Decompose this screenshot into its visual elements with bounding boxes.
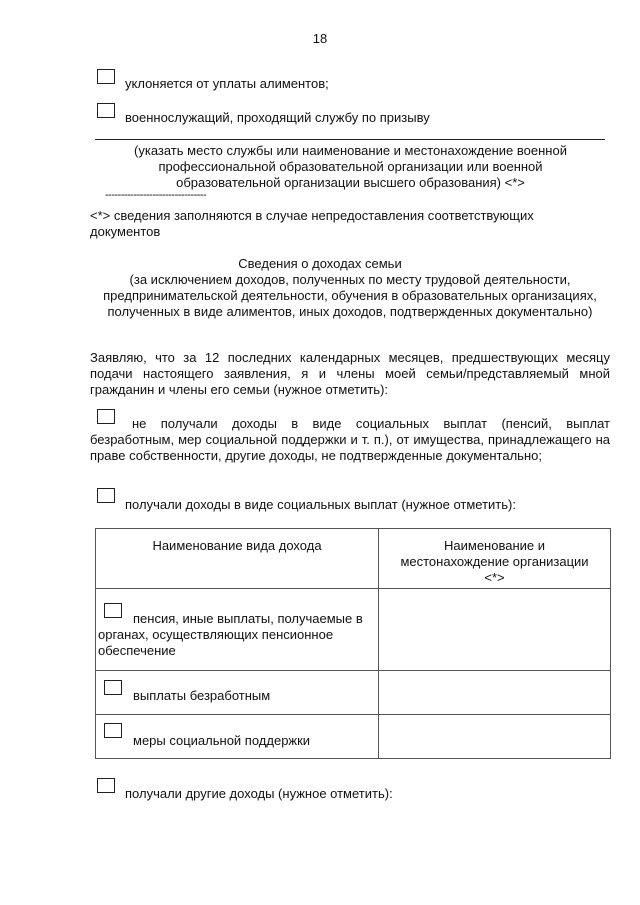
unemployment-label: выплаты безработным	[133, 688, 271, 703]
conscript-label: военнослужащий, проходящий службу по призыву	[125, 110, 430, 125]
income-type-cell	[96, 671, 379, 715]
table-header-income-type: Наименование вида дохода	[96, 529, 379, 589]
table-header-row	[96, 529, 611, 589]
page-number: 18	[312, 31, 328, 46]
unemployment-checkbox[interactable]	[104, 680, 122, 695]
other-income-label: получали другие доходы (нужное отметить):	[125, 786, 393, 801]
declaration-text: Заявляю, что за 12 последних календарных месяцев, предшествующих месяцу подачи настоящего заявления, я и члены моей семьи/представляемый мной гражданин и члены его семьи (нужное отметить):	[90, 350, 610, 397]
pension-label: пенсия, иные выплаты, получаемые в органах, осуществляющих пенсионное обеспечение	[98, 611, 363, 658]
income-type-cell	[96, 589, 379, 671]
income-section-subtitle: (за исключением доходов, полученных по месту трудовой деятельности, предпринимательской деятельности, обучения в образовательных организациях, полученных в виде алиментов, иных доходов, подтвержденных документально)	[103, 272, 597, 319]
table-row	[96, 715, 611, 759]
social-support-checkbox[interactable]	[104, 723, 122, 738]
social-support-label: меры социальной поддержки	[133, 733, 311, 748]
organization-input-cell[interactable]	[379, 589, 611, 671]
income-type-cell	[96, 715, 379, 759]
organization-input-cell[interactable]	[379, 671, 611, 715]
no-income-label: не получали доходы в виде социальных выплат (пенсий, выплат безработным, мер социальной поддержки и т. п.), от имущества, принадлежащего на праве собственности, другие доходы, не подтвержденные документально;	[90, 416, 610, 463]
table-header-organization: Наименование и местонахождение организации <*>	[379, 529, 611, 589]
social-income-checkbox[interactable]	[97, 488, 115, 503]
evades-alimony-label: уклоняется от уплаты алиментов;	[125, 76, 329, 91]
income-types-table	[95, 528, 611, 759]
footnote-text: <*> сведения заполняются в случае непредоставления соответствующих документов	[90, 208, 534, 239]
other-income-checkbox[interactable]	[97, 778, 115, 793]
service-place-input-line[interactable]	[95, 139, 605, 140]
table-row	[96, 671, 611, 715]
organization-input-cell[interactable]	[379, 715, 611, 759]
income-section-title: Сведения о доходах семьи	[238, 256, 402, 271]
social-income-label: получали доходы в виде социальных выплат (нужное отметить):	[125, 497, 516, 512]
conscript-checkbox[interactable]	[97, 103, 115, 118]
table-row	[96, 589, 611, 671]
evades-alimony-checkbox[interactable]	[97, 69, 115, 84]
service-place-note: (указать место службы или наименование и местонахождение военной профессиональной образовательной организации или военной образовательной организации высшего образования) <*>	[134, 143, 567, 190]
footnote-separator: --------------------------------	[105, 189, 207, 201]
